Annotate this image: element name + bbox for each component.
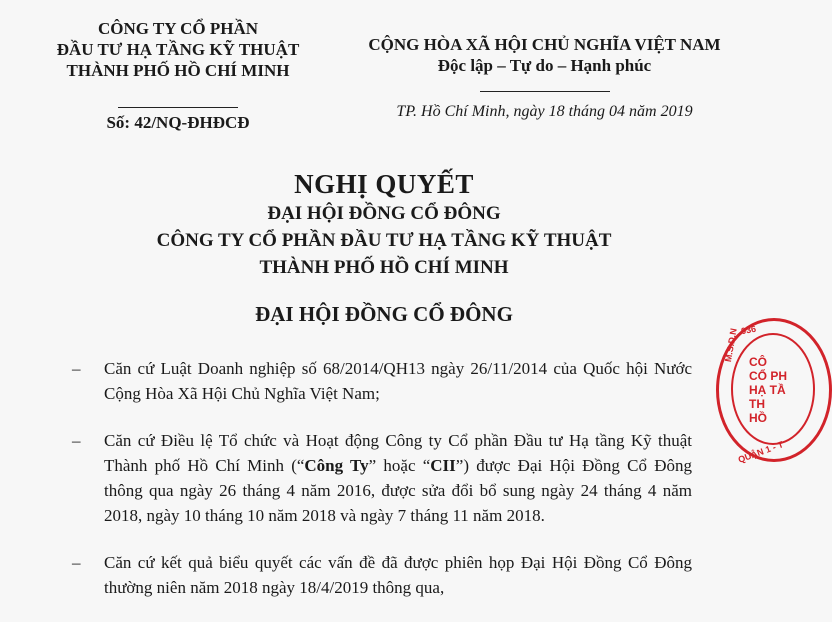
term-cii: CII xyxy=(430,456,456,475)
list-dash: – xyxy=(72,431,81,450)
company-header xyxy=(28,18,328,133)
list-item-text-mid: ” hoặc “ xyxy=(368,456,431,475)
seal-line-1: CÔ xyxy=(749,355,767,369)
list-item-text-post: ”) được Đại Hội Đồng Cổ Đông thông qua ngày 26 tháng 4 năm 2016, được sửa đổi bổ sung ngày 24 tháng 4 năm 2018, ngày 10 tháng 10 năm 2018 và ngày 7 tháng 11 năm 2018. xyxy=(104,456,692,525)
seal-line-3: HẠ TẦ xyxy=(749,383,786,397)
preamble-list xyxy=(72,356,692,622)
nation-name: CỘNG HÒA XÃ HỘI CHỦ NGHĨA VIỆT NAM xyxy=(368,35,721,54)
list-item xyxy=(72,550,692,600)
seal-center-text xyxy=(749,355,787,425)
seal-line-2: CỔ PH xyxy=(749,369,788,383)
title-block xyxy=(0,168,768,327)
list-item-text: Căn cứ kết quả biểu quyết các vấn đề đã được phiên họp Đại Hội Đồng Cổ Đông thường niên năm 2018 ngày 18/4/2019 thông qua, xyxy=(104,553,692,597)
seal-top-number: 036 xyxy=(740,323,757,337)
list-item xyxy=(72,428,692,528)
company-name-line-3: THÀNH PHỐ HỒ CHÍ MINH xyxy=(66,61,290,80)
title-sub-line-1: ĐẠI HỘI ĐỒNG CỔ ĐÔNG xyxy=(267,203,501,224)
title-sub-line-3: THÀNH PHỐ HỒ CHÍ MINH xyxy=(259,257,509,278)
right-divider xyxy=(480,91,610,92)
list-item-text: Căn cứ Luật Doanh nghiệp số 68/2014/QH13 ngày 26/11/2014 của Quốc hội Nước Cộng Hòa Xã Hội Chủ Nghĩa Việt Nam; xyxy=(104,359,692,403)
term-company: Công Ty xyxy=(304,456,369,475)
council-heading: ĐẠI HỘI ĐỒNG CỔ ĐÔNG xyxy=(255,302,513,326)
company-seal xyxy=(716,318,832,465)
left-divider xyxy=(118,107,238,108)
company-name-line-1: CÔNG TY CỔ PHẦN xyxy=(97,19,259,38)
list-dash: – xyxy=(72,553,81,572)
document-title: NGHỊ QUYẾT xyxy=(294,169,474,199)
document-number: Số: 42/NQ-ĐHĐCĐ xyxy=(106,113,250,132)
list-item xyxy=(72,356,692,406)
company-name-line-2: ĐẦU TƯ HẠ TẦNG KỸ THUẬT xyxy=(56,40,300,59)
seal-left-text: M.S.D.N xyxy=(723,327,739,363)
title-sub-line-2: CÔNG TY CỔ PHẦN ĐẦU TƯ HẠ TẦNG KỸ THUẬT xyxy=(156,230,612,251)
seal-line-4: TH xyxy=(749,397,765,411)
nation-header xyxy=(352,34,737,122)
seal-bottom-text: QUẬN 1 - T xyxy=(736,439,785,465)
national-motto: Độc lập – Tự do – Hạnh phúc xyxy=(437,56,652,75)
seal-line-5: HỒ xyxy=(749,411,767,425)
list-dash: – xyxy=(72,359,81,378)
list-item-text-pre: Căn cứ Điều lệ Tổ chức và Hoạt động Công ty Cổ phần Đầu tư Hạ tầng Kỹ thuật Thành phố Hồ Chí Minh (“ xyxy=(104,431,692,475)
document-date: TP. Hồ Chí Minh, ngày 18 tháng 04 năm 2019 xyxy=(396,103,693,120)
